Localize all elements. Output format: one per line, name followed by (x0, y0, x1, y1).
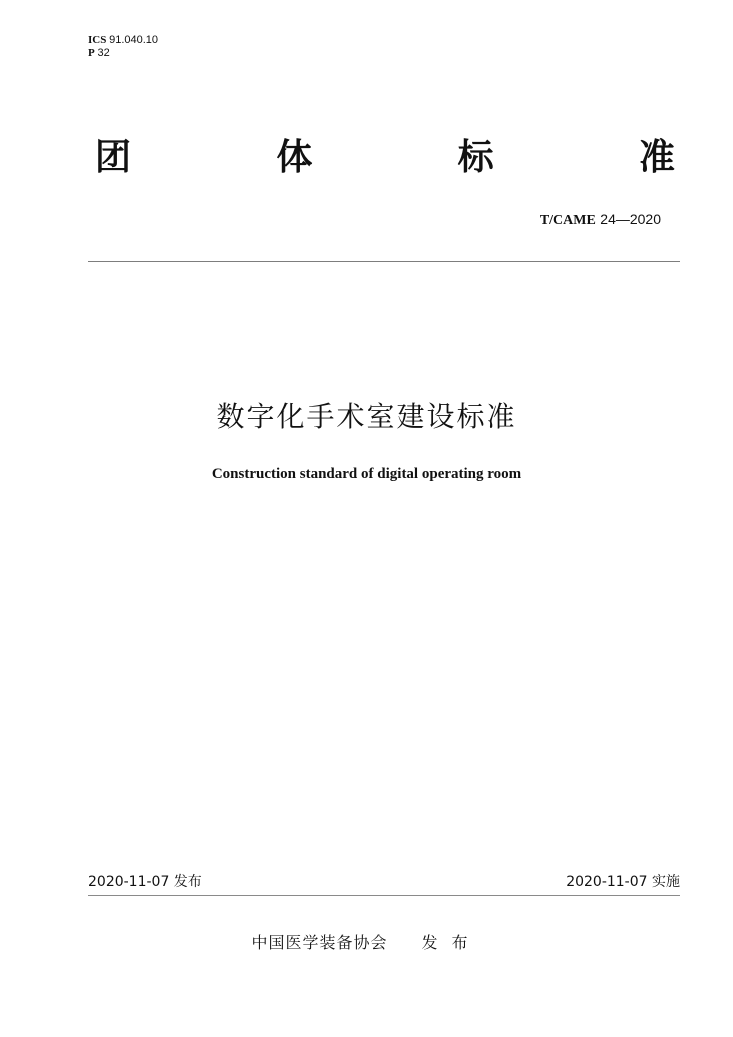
issue-date: 2020-11-07 发布 (88, 874, 202, 890)
issuer-organization: 中国医学装备协会 (251, 933, 388, 952)
ics-label: ICS (88, 34, 107, 46)
ics-line (88, 34, 158, 47)
ccs-label: P (88, 47, 95, 59)
standard-type-char: 标 (457, 137, 494, 178)
issuer-line (0, 932, 733, 954)
standard-code-number: 24—2020 (600, 211, 661, 227)
standard-code (540, 210, 661, 230)
ics-value: 91.040.10 (109, 34, 159, 46)
classification-codes (88, 34, 158, 60)
issuer-action: 发布 (421, 933, 482, 952)
standard-type-char: 体 (276, 137, 313, 178)
standard-type-char: 准 (638, 137, 675, 178)
top-divider (88, 261, 680, 262)
bottom-divider (88, 895, 680, 896)
standard-code-prefix: T/CAME (539, 213, 596, 228)
ccs-value: 32 (97, 47, 110, 59)
ccs-line (88, 47, 158, 60)
document-title-cn: 数字化手术室建设标准 (216, 400, 517, 433)
standard-type-char: 团 (95, 137, 132, 178)
standard-type-heading (95, 136, 675, 180)
implementation-date: 2020-11-07 实施 (566, 874, 680, 890)
document-title-en: Construction standard of digital operating room (211, 466, 522, 482)
